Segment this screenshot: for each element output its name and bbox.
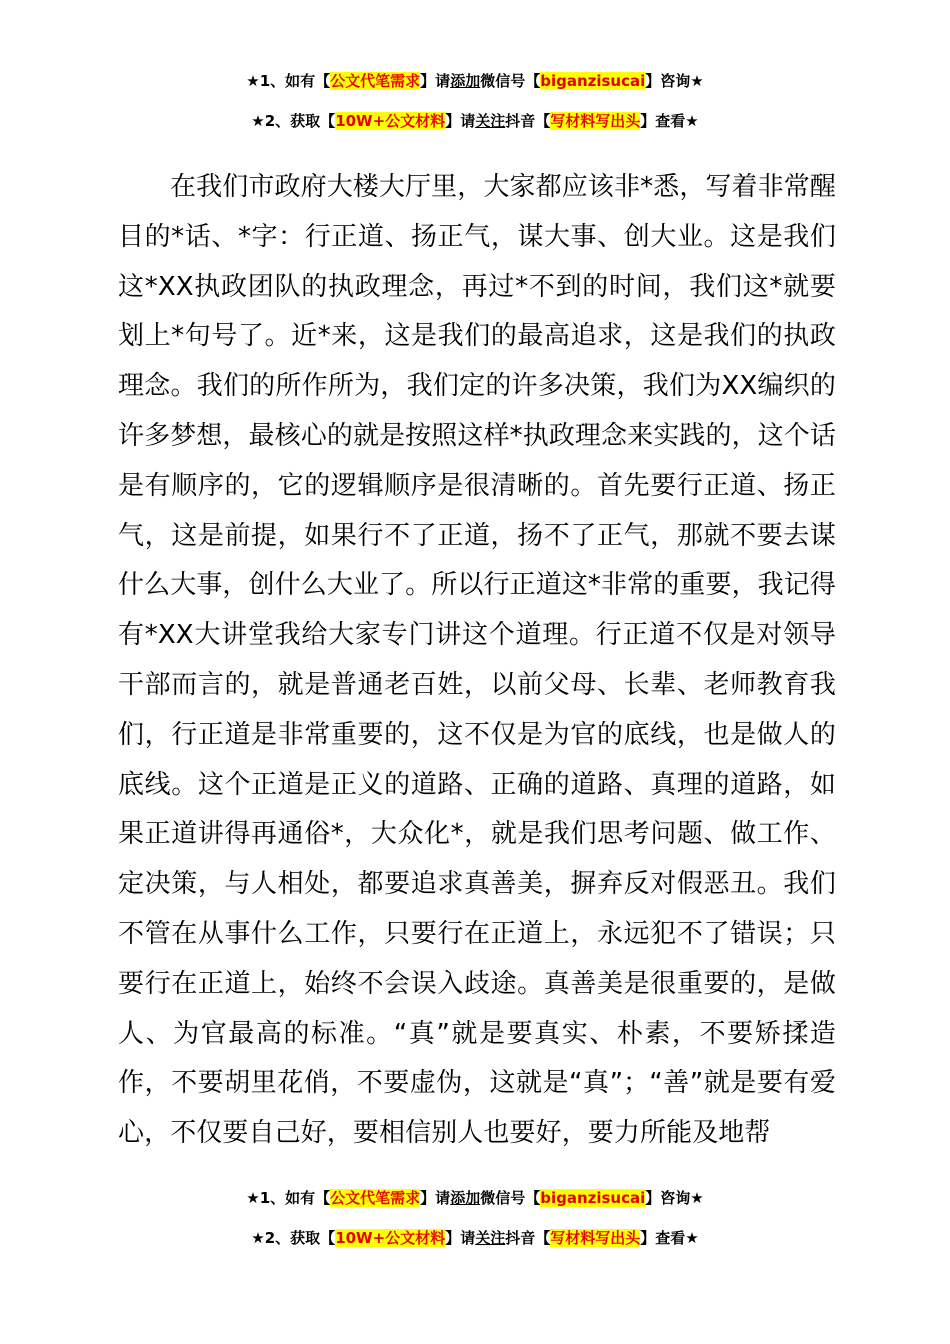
body-paragraph: 在我们市政府大楼大厅里，大家都应该非*悉，写着非常醒目的*话、*字：行正道、扬正气，谋大事、创大业。这是我们这*XX执政团队的执政理念，再过*不到的时间，我们这*就要划上*句号了。近*来，这是我们的最高追求，这是我们的执政理念。我们的所作所为，我们定的许多决策，我们为XX编织的许多梦想，最核心的就是按照这样*执政理念来实践的，这个话是有顺序的，它的逻辑顺序是很清晰的。首先要行正道、扬正气，这是前提，如果行不了正道，扬不了正气，那就不要去谋什么大事，创什么大业了。所以行正道这*非常的重要，我记得有*XX大讲堂我给大家专门讲这个道理。行正道不仅是对领导干部而言的，就是普通老百姓，以前父母、长辈、老师教育我们，行正道是非常重要的，这不仅是为官的底线，也是做人的底线。这个正道是正义的道路、正确的道路、真理的道路，如果正道讲得再通俗*，大众化*，就是我们思考问题、做工作、定决策，与人相处，都要追求真善美，摒弃反对假恶丑。我们不管在从事什么工作，只要行在正道上，永远犯不了错误；只要行在正道上，始终不会误入歧途。真善美是很重要的，是做人、为官最高的标准。“真”就是要真实、朴素，不要矫揉造作，不要胡里花俏，不要虚伪，这就是“真”；“善”就是要有爱心，不仅要自己好，要相信别人也要好，要力所能及地帮 <box>118 172 836 1149</box>
header-notice-line-2: ★2、获取【10W+公文材料】请关注抖音【写材料写出头】查看★ <box>251 112 699 130</box>
footer-notice-line-2: ★2、获取【10W+公文材料】请关注抖音【写材料写出头】查看★ <box>251 1229 699 1247</box>
highlight-materials: 10W+公文材料 <box>335 112 446 130</box>
footer-notice-line-1: ★1、如有【公文代笔需求】请添加微信号【biganzisucai】咨询★ <box>246 1189 704 1207</box>
highlight-materials: 10W+公文材料 <box>335 1229 446 1247</box>
highlight-wechat-id: biganzisucai <box>540 1189 646 1207</box>
header-notice-line-1: ★1、如有【公文代笔需求】请添加微信号【biganzisucai】咨询★ <box>246 72 704 90</box>
highlight-douyin-account: 写材料写出头 <box>550 1229 641 1247</box>
highlight-wechat-id: biganzisucai <box>540 72 646 90</box>
highlight-writing-service: 公文代笔需求 <box>330 1189 421 1207</box>
highlight-douyin-account: 写材料写出头 <box>550 112 641 130</box>
highlight-writing-service: 公文代笔需求 <box>330 72 421 90</box>
